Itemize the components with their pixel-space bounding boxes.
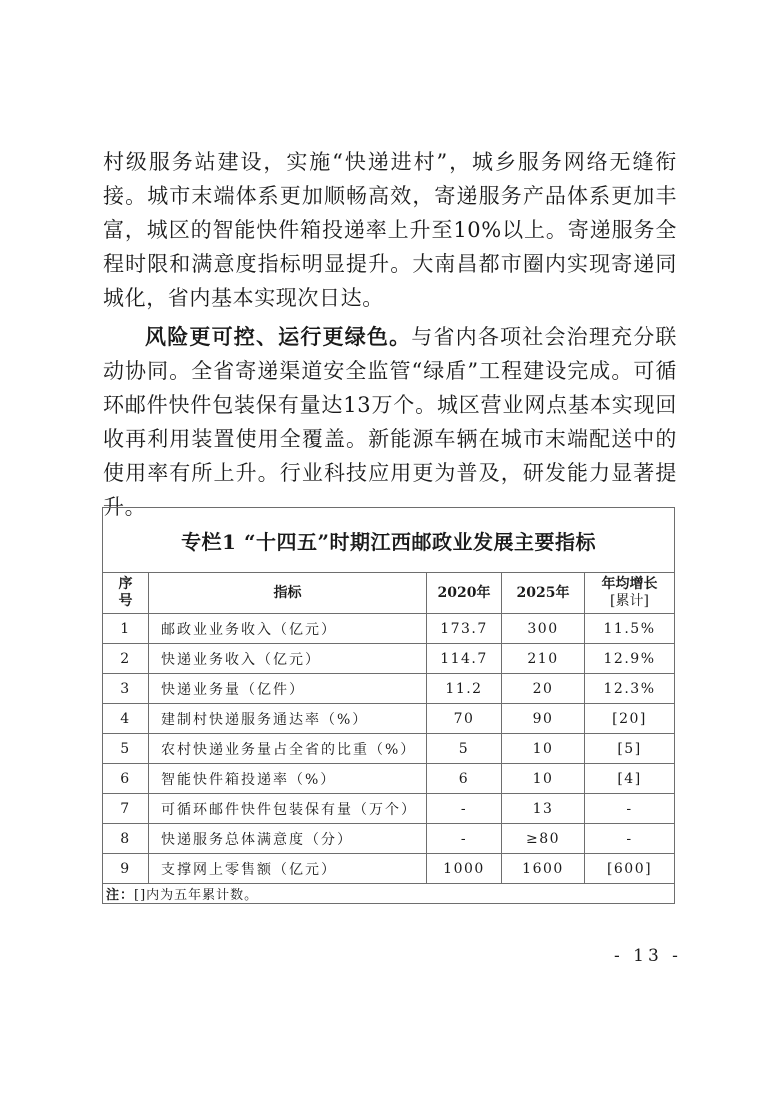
cell-2020: 70 <box>427 704 502 734</box>
table-row <box>103 854 675 884</box>
table-row <box>103 794 675 824</box>
cell-2025: ≥80 <box>502 824 585 854</box>
cell-2025: 1600 <box>502 854 585 884</box>
cell-seq: 6 <box>103 764 149 794</box>
cell-growth: [5] <box>585 734 675 764</box>
cell-seq: 8 <box>103 824 149 854</box>
cell-seq: 2 <box>103 644 149 674</box>
header-indicator: 指标 <box>149 573 427 614</box>
paragraph-text: 与省内各项社会治理充分联动协同。全省寄递渠道安全监管“绿盾”工程建设完成。可循环邮件快件包装保有量达13万个。城区营业网点基本实现回收再利用装置使用全覆盖。新能源车辆在城市末端配送中的使用率有所上升。行业科技应用更为普及，研发能力显著提升。 <box>103 325 677 519</box>
page-number: - 13 - <box>614 946 682 966</box>
cell-growth: - <box>585 794 675 824</box>
cell-indicator: 农村快递业务量占全省的比重（%） <box>149 734 427 764</box>
paragraph-risk-green <box>103 320 677 524</box>
cell-2025: 210 <box>502 644 585 674</box>
indicator-table-box <box>102 507 674 904</box>
table-row <box>103 764 675 794</box>
cell-growth: 12.3% <box>585 674 675 704</box>
cell-seq: 5 <box>103 734 149 764</box>
cell-growth: - <box>585 824 675 854</box>
header-growth <box>585 573 675 614</box>
cell-2025: 10 <box>502 764 585 794</box>
cell-seq: 9 <box>103 854 149 884</box>
header-2020: 2020年 <box>427 573 502 614</box>
cell-indicator: 建制村快递服务通达率（%） <box>149 704 427 734</box>
cell-2025: 13 <box>502 794 585 824</box>
table-row <box>103 704 675 734</box>
table-note <box>103 884 675 904</box>
cell-2020: 6 <box>427 764 502 794</box>
cell-2020: 1000 <box>427 854 502 884</box>
note-text: []内为五年累计数。 <box>134 888 259 903</box>
cell-indicator: 可循环邮件快件包装保有量（万个） <box>149 794 427 824</box>
cell-seq: 1 <box>103 614 149 644</box>
cell-growth: [20] <box>585 704 675 734</box>
cell-indicator: 快递服务总体满意度（分） <box>149 824 427 854</box>
table-header-row <box>103 573 675 614</box>
cell-2020: - <box>427 794 502 824</box>
cell-indicator: 邮政业业务收入（亿元） <box>149 614 427 644</box>
indicator-table <box>102 507 675 904</box>
note-label: 注： <box>106 888 135 903</box>
cell-2025: 10 <box>502 734 585 764</box>
header-seq-line2: 号 <box>118 593 133 609</box>
cell-indicator: 智能快件箱投递率（%） <box>149 764 427 794</box>
table-note-row <box>103 884 675 904</box>
header-seq-line1: 序 <box>118 576 133 592</box>
table-row <box>103 614 675 644</box>
header-growth-line1: 年均增长 <box>601 576 658 592</box>
table-row <box>103 644 675 674</box>
cell-indicator: 支撑网上零售额（亿元） <box>149 854 427 884</box>
cell-2020: 11.2 <box>427 674 502 704</box>
cell-growth: 11.5% <box>585 614 675 644</box>
table-title: 专栏1 “十四五”时期江西邮政业发展主要指标 <box>103 508 675 573</box>
cell-growth: 12.9% <box>585 644 675 674</box>
cell-2020: 114.7 <box>427 644 502 674</box>
paragraph-heading: 风险更可控、运行更绿色。 <box>145 325 412 349</box>
header-seq <box>103 573 149 614</box>
header-growth-line2: [累计] <box>610 593 649 609</box>
table-row <box>103 734 675 764</box>
cell-seq: 7 <box>103 794 149 824</box>
table-row <box>103 674 675 704</box>
cell-2020: 173.7 <box>427 614 502 644</box>
table-row <box>103 824 675 854</box>
cell-2025: 90 <box>502 704 585 734</box>
cell-2025: 300 <box>502 614 585 644</box>
cell-indicator: 快递业务收入（亿元） <box>149 644 427 674</box>
cell-growth: [600] <box>585 854 675 884</box>
cell-2025: 20 <box>502 674 585 704</box>
cell-2020: 5 <box>427 734 502 764</box>
cell-indicator: 快递业务量（亿件） <box>149 674 427 704</box>
paragraph-service-network: 村级服务站建设，实施“快递进村”，城乡服务网络无缝衔接。城市末端体系更加顺畅高效，寄递服务产品体系更加丰富，城区的智能快件箱投递率上升至10%以上。寄递服务全程时限和满意度指标明显提升。大南昌都市圈内实现寄递同城化，省内基本实现次日达。 <box>103 150 677 310</box>
cell-seq: 3 <box>103 674 149 704</box>
cell-seq: 4 <box>103 704 149 734</box>
header-2025: 2025年 <box>502 573 585 614</box>
cell-2020: - <box>427 824 502 854</box>
cell-growth: [4] <box>585 764 675 794</box>
